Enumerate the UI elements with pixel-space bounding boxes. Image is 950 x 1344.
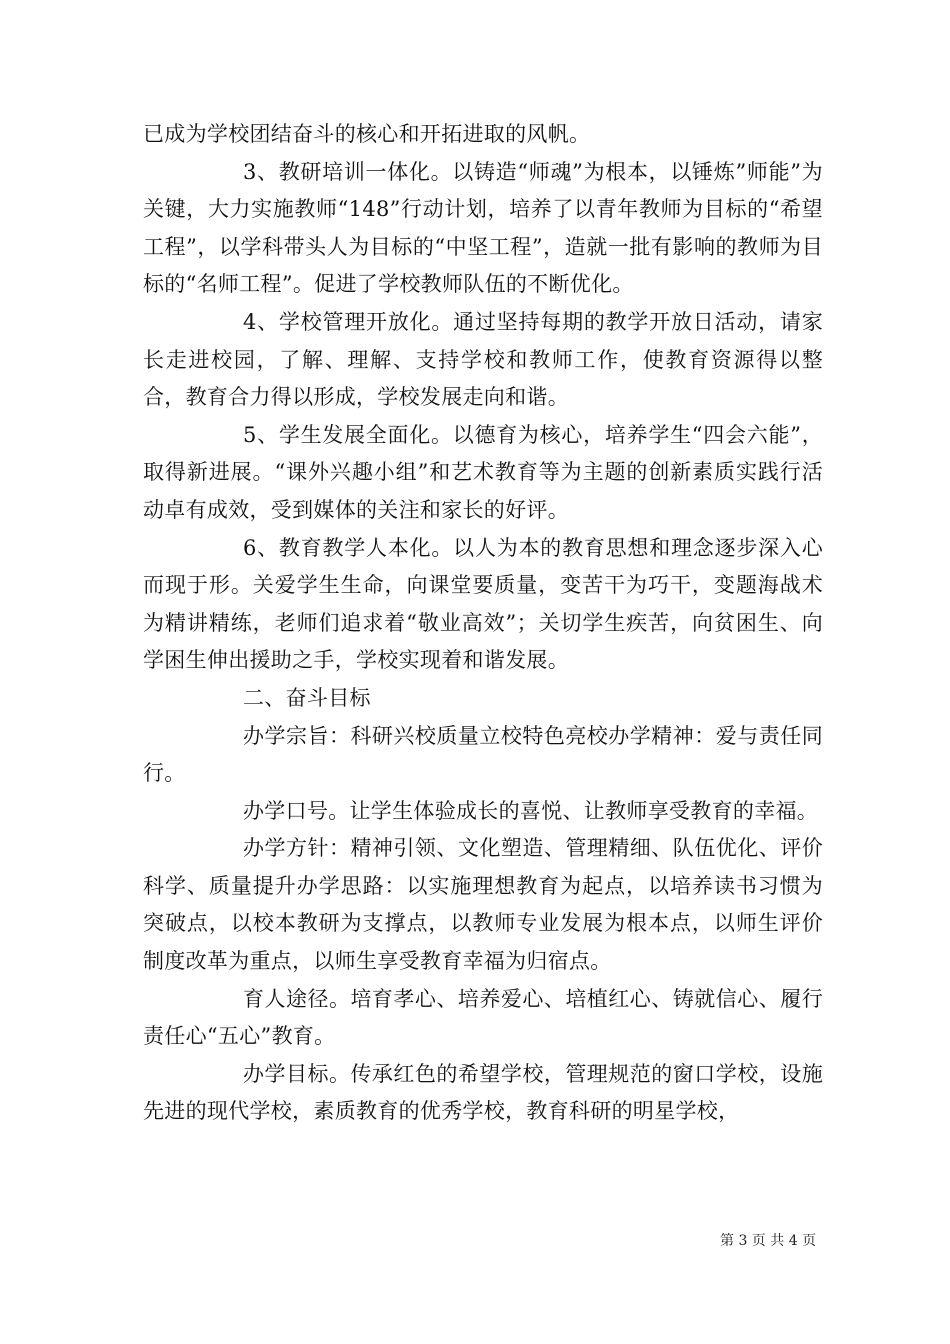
document-body: [143, 116, 823, 1131]
paragraph-school-policy: 办学方针：精神引领、文化塑造、管理精细、队伍优化、评价科学、质量提升办学思路：以实施理想教育为起点，以培养读书习惯为突破点，以校本教研为支撑点，以教师专业发展为根本点，以师生评价制度改革为重点，以师生享受教育幸福为归宿点。: [143, 836, 823, 974]
paragraph-continuation: 已成为学校团结奋斗的核心和开拓进取的风帆。: [143, 122, 591, 146]
paragraph-humanistic-teaching: 6、教育教学人本化。以人为本的教育思想和理念逐步深入心而现于形。关爱学生生命，向课堂要质量，变苦干为巧干，变题海战术为精讲精练，老师们追求着“敬业高效”；关切学生疾苦，向贫困生、向学困生伸出援助之手，学校实现着和谐发展。: [143, 535, 823, 673]
paragraph-education-path: 育人途径。培育孝心、培养爱心、培植红心、铸就信心、履行责任心“五心”教育。: [143, 986, 823, 1049]
section-heading-goals: 二、奋斗目标: [243, 685, 371, 710]
paragraph-teaching-research: 3、教研培训一体化。以铸造“师魂”为根本，以锤炼”师能”为关键，大力实施教师“148”行动计划，培养了以青年教师为目标的“希望工程”，以学科带头人为目标的“中坚工程”，造就一批有影响的教师为目标的“名师工程”。促进了学校教师队伍的不断优化。: [143, 159, 823, 297]
paragraph-school-purpose: 办学宗旨：科研兴校质量立校特色亮校办学精神：爱与责任同行。: [143, 723, 823, 786]
paragraph-student-development: 5、学生发展全面化。以德育为核心，培养学生“四会六能”，取得新进展。“课外兴趣小组”和艺术教育等为主题的创新素质实践行活动卓有成效，受到媒体的关注和家长的好评。: [143, 422, 823, 522]
paragraph-school-goals: 办学目标。传承红色的希望学校，管理规范的窗口学校，设施先进的现代学校，素质教育的优秀学校，教育科研的明星学校，: [143, 1061, 823, 1124]
paragraph-school-slogan: 办学口号。让学生体验成长的喜悦、让教师享受教育的幸福。: [243, 798, 819, 823]
page-number: 第 3 页 共 4 页: [720, 1233, 817, 1249]
paragraph-school-management: 4、学校管理开放化。通过坚持每期的教学开放日活动，请家长走进校园，了解、理解、支持学校和教师工作，使教育资源得以整合，教育合力得以形成，学校发展走向和谐。: [143, 309, 823, 410]
